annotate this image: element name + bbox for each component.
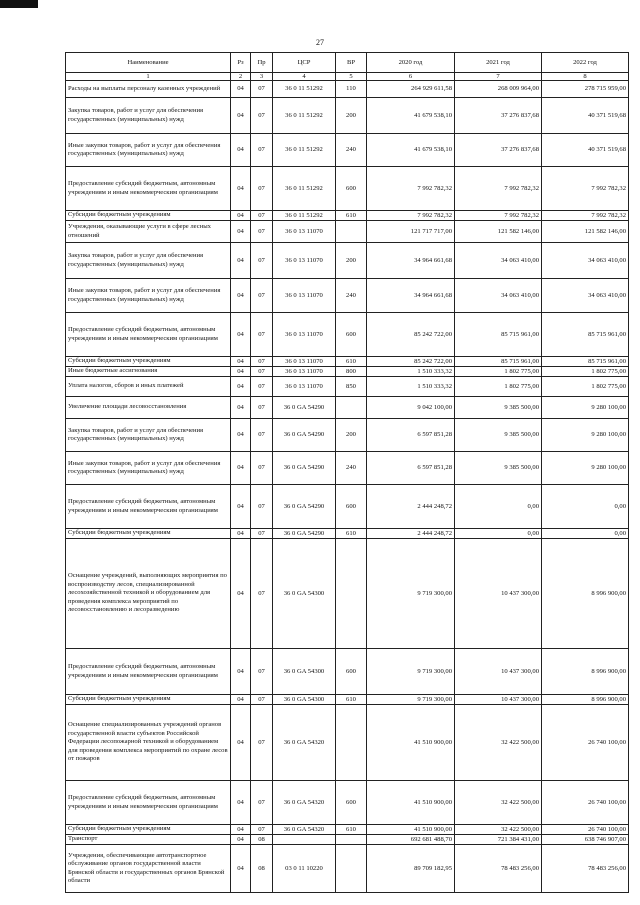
row-amount-2021: 85 715 961,00 [455,313,542,357]
row-amount-2020: 6 597 851,28 [367,452,455,485]
row-csr: 36 0 GA 54300 [273,539,336,649]
row-csr: 36 0 GA 54320 [273,825,336,835]
row-amount-2020: 9 042 100,00 [367,397,455,419]
row-amount-2021: 9 385 500,00 [455,452,542,485]
row-amount-2020: 692 681 488,70 [367,835,455,845]
row-name: Иные бюджетные ассигнования [66,367,231,377]
row-vr: 200 [336,419,367,452]
row-name: Субсидии бюджетным учреждениям [66,211,231,221]
row-csr: 03 0 11 10220 [273,845,336,893]
row-vr: 850 [336,377,367,397]
table-row [66,649,629,695]
row-rz: 04 [231,279,251,313]
row-amount-2020: 9 719 300,00 [367,695,455,705]
row-amount-2022: 9 280 100,00 [542,419,629,452]
row-amount-2020: 1 510 333,32 [367,367,455,377]
row-amount-2021: 721 384 431,00 [455,835,542,845]
column-number: 8 [542,73,629,81]
header-2020: 2020 год [367,53,455,73]
table-row [66,98,629,134]
row-amount-2020: 41 510 900,00 [367,705,455,781]
row-pr: 07 [251,705,273,781]
row-amount-2022: 8 996 900,00 [542,649,629,695]
row-name: Учреждения, оказывающие услуги в сфере лесных отношений [66,221,231,243]
budget-table [65,52,629,893]
row-vr: 610 [336,211,367,221]
row-csr: 36 0 GA 54320 [273,781,336,825]
row-pr: 07 [251,211,273,221]
row-amount-2020: 34 964 661,68 [367,279,455,313]
page-number: 27 [316,38,324,47]
row-amount-2020: 9 719 300,00 [367,539,455,649]
row-rz: 04 [231,845,251,893]
row-amount-2022: 638 746 907,00 [542,835,629,845]
table-row [66,539,629,649]
row-rz: 04 [231,452,251,485]
row-name: Оснащение учреждений, выполняющих мероприятия по воспроизводству лесов, специализированной лесохозяйственной техникой и оборудованием для проведения комплекса мероприятий по лесовосстановлению и лесоразведению [66,539,231,649]
table-row [66,279,629,313]
row-rz: 04 [231,211,251,221]
row-rz: 04 [231,377,251,397]
row-pr: 07 [251,313,273,357]
row-rz: 04 [231,419,251,452]
row-vr: 240 [336,279,367,313]
header-2021: 2021 год [455,53,542,73]
row-rz: 04 [231,529,251,539]
row-vr: 240 [336,134,367,167]
row-amount-2021: 0,00 [455,529,542,539]
table-row [66,211,629,221]
table-row [66,357,629,367]
row-rz: 04 [231,825,251,835]
row-amount-2022: 40 371 519,68 [542,134,629,167]
row-amount-2021: 34 063 410,00 [455,243,542,279]
row-rz: 04 [231,539,251,649]
table-row [66,167,629,211]
row-amount-2021: 268 009 964,00 [455,81,542,98]
table-row [66,419,629,452]
row-name: Увеличение площади лесовосстановления [66,397,231,419]
row-csr: 36 0 13 11070 [273,243,336,279]
row-amount-2021: 0,00 [455,485,542,529]
row-amount-2022: 9 280 100,00 [542,397,629,419]
row-amount-2020: 41 510 900,00 [367,825,455,835]
row-csr: 36 0 11 51292 [273,98,336,134]
row-pr: 07 [251,825,273,835]
table-row [66,835,629,845]
row-amount-2022: 7 992 782,32 [542,211,629,221]
column-number: 3 [251,73,273,81]
row-csr: 36 0 GA 54320 [273,705,336,781]
column-number: 4 [273,73,336,81]
column-number: 7 [455,73,542,81]
column-number: 5 [336,73,367,81]
row-pr: 07 [251,529,273,539]
row-vr: 110 [336,81,367,98]
row-rz: 04 [231,167,251,211]
row-pr: 07 [251,781,273,825]
row-pr: 07 [251,279,273,313]
row-pr: 07 [251,485,273,529]
row-amount-2021: 1 802 775,00 [455,377,542,397]
row-amount-2021: 7 992 782,32 [455,211,542,221]
row-rz: 04 [231,781,251,825]
row-amount-2020: 41 510 900,00 [367,781,455,825]
row-name: Закупка товаров, работ и услуг для обеспечения государственных (муниципальных) нужд [66,98,231,134]
row-pr: 07 [251,452,273,485]
row-amount-2022: 26 740 100,00 [542,705,629,781]
row-pr: 08 [251,835,273,845]
row-name: Иные закупки товаров, работ и услуг для обеспечения государственных (муниципальных) нужд [66,134,231,167]
row-csr: 36 0 11 51292 [273,134,336,167]
row-amount-2020: 41 679 538,10 [367,134,455,167]
row-amount-2022: 8 996 900,00 [542,539,629,649]
row-csr [273,835,336,845]
row-csr: 36 0 GA 54290 [273,452,336,485]
row-amount-2020: 85 242 722,00 [367,357,455,367]
header-vr: ВР [336,53,367,73]
row-pr: 07 [251,81,273,98]
row-amount-2020: 34 964 661,68 [367,243,455,279]
row-pr: 07 [251,134,273,167]
row-amount-2020: 89 709 182,95 [367,845,455,893]
row-pr: 07 [251,397,273,419]
row-amount-2022: 40 371 519,68 [542,98,629,134]
row-name: Предоставление субсидий бюджетным, автономным учреждениям и иным некоммерческим организациям [66,167,231,211]
row-name: Иные закупки товаров, работ и услуг для обеспечения государственных (муниципальных) нужд [66,452,231,485]
row-name: Субсидии бюджетным учреждениям [66,529,231,539]
row-name: Предоставление субсидий бюджетным, автономным учреждениям и иным некоммерческим организациям [66,781,231,825]
row-name: Закупка товаров, работ и услуг для обеспечения государственных (муниципальных) нужд [66,243,231,279]
row-amount-2020: 121 717 717,00 [367,221,455,243]
row-csr: 36 0 GA 54300 [273,649,336,695]
row-amount-2021: 34 063 410,00 [455,279,542,313]
table-row [66,243,629,279]
row-vr: 610 [336,529,367,539]
row-pr: 07 [251,221,273,243]
row-csr: 36 0 11 51292 [273,211,336,221]
row-amount-2021: 85 715 961,00 [455,357,542,367]
row-amount-2022: 8 996 900,00 [542,695,629,705]
row-pr: 07 [251,167,273,211]
table-row [66,485,629,529]
row-rz: 04 [231,705,251,781]
row-vr: 200 [336,243,367,279]
table-row [66,81,629,98]
row-amount-2020: 2 444 248,72 [367,529,455,539]
row-rz: 04 [231,221,251,243]
row-amount-2021: 78 483 256,00 [455,845,542,893]
column-number: 6 [367,73,455,81]
row-rz: 04 [231,98,251,134]
row-vr [336,845,367,893]
row-amount-2021: 32 422 500,00 [455,781,542,825]
row-csr: 36 0 11 51292 [273,167,336,211]
row-name: Предоставление субсидий бюджетным, автономным учреждениям и иным некоммерческим организациям [66,485,231,529]
row-vr: 610 [336,695,367,705]
row-amount-2021: 10 437 300,00 [455,695,542,705]
table-row [66,529,629,539]
row-pr: 07 [251,243,273,279]
row-amount-2021: 121 582 146,00 [455,221,542,243]
row-rz: 04 [231,357,251,367]
row-amount-2020: 2 444 248,72 [367,485,455,529]
row-amount-2020: 1 510 333,32 [367,377,455,397]
row-amount-2021: 10 437 300,00 [455,649,542,695]
row-csr: 36 0 13 11070 [273,367,336,377]
row-name: Закупка товаров, работ и услуг для обеспечения государственных (муниципальных) нужд [66,419,231,452]
table-row [66,825,629,835]
row-amount-2022: 1 802 775,00 [542,367,629,377]
row-amount-2022: 34 063 410,00 [542,279,629,313]
row-name: Предоставление субсидий бюджетным, автономным учреждениям и иным некоммерческим организациям [66,313,231,357]
row-vr: 610 [336,825,367,835]
row-vr: 610 [336,357,367,367]
row-vr: 600 [336,649,367,695]
header-rz: Рз [231,53,251,73]
row-amount-2022: 1 802 775,00 [542,377,629,397]
table-row [66,397,629,419]
row-amount-2020: 41 679 538,10 [367,98,455,134]
row-name: Транспорт [66,835,231,845]
row-rz: 04 [231,485,251,529]
row-amount-2022: 34 063 410,00 [542,243,629,279]
row-csr: 36 0 GA 54290 [273,419,336,452]
row-csr: 36 0 GA 54290 [273,485,336,529]
row-vr: 200 [336,98,367,134]
header-name: Наименование [66,53,231,73]
row-amount-2022: 78 483 256,00 [542,845,629,893]
row-pr: 07 [251,357,273,367]
row-name: Уплата налогов, сборов и иных платежей [66,377,231,397]
row-amount-2021: 32 422 500,00 [455,705,542,781]
row-vr [336,397,367,419]
row-pr: 07 [251,98,273,134]
row-rz: 04 [231,835,251,845]
row-csr: 36 0 GA 54300 [273,695,336,705]
row-amount-2021: 1 802 775,00 [455,367,542,377]
table-row [66,134,629,167]
row-name: Предоставление субсидий бюджетным, автономным учреждениям и иным некоммерческим организациям [66,649,231,695]
row-pr: 07 [251,539,273,649]
row-pr: 07 [251,367,273,377]
row-rz: 04 [231,695,251,705]
row-vr: 600 [336,781,367,825]
row-name: Субсидии бюджетным учреждениям [66,357,231,367]
row-amount-2022: 121 582 146,00 [542,221,629,243]
column-number-row [66,73,629,81]
row-name: Расходы на выплаты персоналу казенных учреждений [66,81,231,98]
row-amount-2021: 32 422 500,00 [455,825,542,835]
row-amount-2021: 7 992 782,32 [455,167,542,211]
table-body [66,81,629,893]
row-vr [336,835,367,845]
column-number: 2 [231,73,251,81]
row-pr: 08 [251,845,273,893]
row-csr: 36 0 13 11070 [273,221,336,243]
row-amount-2020: 7 992 782,32 [367,211,455,221]
row-rz: 04 [231,367,251,377]
row-amount-2022: 26 740 100,00 [542,781,629,825]
table-row [66,452,629,485]
row-rz: 04 [231,134,251,167]
row-vr: 240 [336,452,367,485]
header-pr: Пр [251,53,273,73]
row-pr: 07 [251,695,273,705]
table-row [66,695,629,705]
row-amount-2022: 26 740 100,00 [542,825,629,835]
row-amount-2021: 9 385 500,00 [455,397,542,419]
row-csr: 36 0 13 11070 [273,279,336,313]
row-csr: 36 0 GA 54290 [273,529,336,539]
row-amount-2022: 85 715 961,00 [542,357,629,367]
row-rz: 04 [231,81,251,98]
row-amount-2022: 7 992 782,32 [542,167,629,211]
row-amount-2020: 85 242 722,00 [367,313,455,357]
row-pr: 07 [251,649,273,695]
row-amount-2021: 37 276 837,68 [455,134,542,167]
column-number: 1 [66,73,231,81]
table-row [66,781,629,825]
row-amount-2021: 37 276 837,68 [455,98,542,134]
row-name: Учреждения, обеспечивающие автотранспортное обслуживание органов государственной власти Брянской области и государственных органов Брянской области [66,845,231,893]
table-row [66,221,629,243]
table-row [66,705,629,781]
row-amount-2022: 0,00 [542,485,629,529]
row-csr: 36 0 13 11070 [273,377,336,397]
table-row [66,377,629,397]
row-vr [336,539,367,649]
row-csr: 36 0 13 11070 [273,313,336,357]
row-amount-2020: 9 719 300,00 [367,649,455,695]
row-amount-2022: 278 715 959,00 [542,81,629,98]
row-vr: 600 [336,313,367,357]
row-vr [336,221,367,243]
row-rz: 04 [231,649,251,695]
scan-mark [0,0,38,8]
row-vr [336,705,367,781]
row-pr: 07 [251,419,273,452]
row-name: Иные закупки товаров, работ и услуг для обеспечения государственных (муниципальных) нужд [66,279,231,313]
row-name: Субсидии бюджетным учреждениям [66,825,231,835]
row-amount-2021: 10 437 300,00 [455,539,542,649]
row-name: Субсидии бюджетным учреждениям [66,695,231,705]
row-amount-2020: 6 597 851,28 [367,419,455,452]
row-csr: 36 0 13 11070 [273,357,336,367]
row-vr: 600 [336,167,367,211]
table-row [66,845,629,893]
row-amount-2022: 0,00 [542,529,629,539]
row-csr: 36 0 11 51292 [273,81,336,98]
row-amount-2020: 264 929 611,58 [367,81,455,98]
header-csr: ЦСР [273,53,336,73]
header-row [66,53,629,73]
row-pr: 07 [251,377,273,397]
table-row [66,313,629,357]
row-amount-2021: 9 385 500,00 [455,419,542,452]
row-amount-2022: 9 280 100,00 [542,452,629,485]
row-amount-2022: 85 715 961,00 [542,313,629,357]
row-vr: 800 [336,367,367,377]
row-rz: 04 [231,397,251,419]
row-rz: 04 [231,313,251,357]
row-amount-2020: 7 992 782,32 [367,167,455,211]
header-2022: 2022 год [542,53,629,73]
row-rz: 04 [231,243,251,279]
row-csr: 36 0 GA 54290 [273,397,336,419]
table-row [66,367,629,377]
row-name: Оснащение специализированных учреждений органов государственной власти субъектов Российской Федерации лесопожарной техникой и оборудованием для проведения комплекса мероприятий по охране лесов от пожаров [66,705,231,781]
row-vr: 600 [336,485,367,529]
